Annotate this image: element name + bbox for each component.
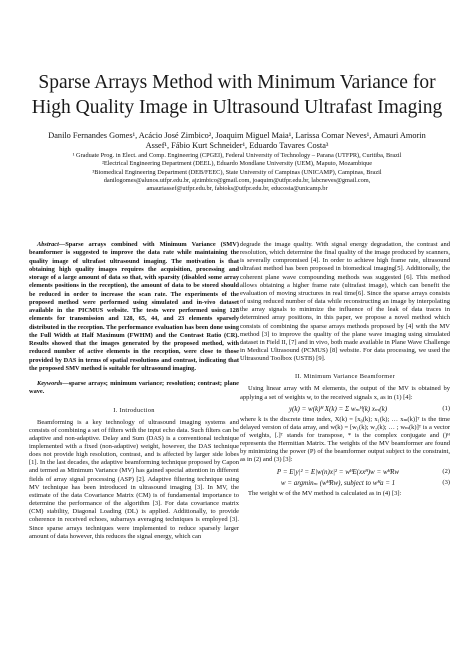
affiliation-line: ²Electrical Engineering Department (DEEL), Eduardo Mondlane University (UEM), Maputo, Mozambique: [101, 160, 373, 168]
left-column: [29, 241, 239, 541]
title-line: High Quality Image in Ultrasound Ultrafast Imaging: [31, 97, 443, 118]
mv-weight-paragraph: The weight w of the MV method is calculated as in (4) [3]:: [248, 489, 402, 497]
equation-1-expression: y(k) = w(k)ᴴ X(k) = Σ wₘᴴ(k) xₘ(k): [288, 404, 388, 413]
author-line: Danilo Fernandes Gomes¹, Acácio José Zimbico², Joaquim Miguel Maia¹, Larissa Comar Neves¹, Amauri Amorin: [48, 131, 426, 140]
equation-1-number: (1): [442, 405, 450, 413]
abstract: [29, 241, 239, 373]
equation-2-number: (2): [442, 468, 450, 476]
abstract-label: Abstract: [37, 241, 59, 248]
email-line: amauriassef@utfpr.edu.br, fabioks@utfpr.edu.br, educosta@unicamp.br: [146, 185, 328, 193]
section-heading-introduction: I. Introduction: [113, 406, 155, 414]
author-line: Assef¹, Fábio Kurt Schneider¹, Eduardo Tavares Costa³: [145, 141, 329, 150]
keywords: [29, 380, 239, 397]
keywords-label: Keywords: [37, 380, 63, 387]
introduction-continued-paragraph: degrade the image quality. With signal energy degradation, the contrast and resolution, which determine the final quality of the image produced by scanners, is severally compromised [4]. In order to achieve high frame rate, ultrasound ultrafast method has been proposed in biomedical imaging[5]. Additionally, the coherent plane wave compounding methods was suggested [6]. This method allows obtaining a higher frame rate (ultrafast image), which can benefit the evaluation of moving structures in real time[6]. Since the sparse arrays consists of using reduced number of data while reconstructing an image by interpolating the array signals to minimize the influence of the leak of data traces in determined array positions, in this paper, we propose a novel method which consists of combining the sparse arrays methods proposed by [4] with the MV method [3] to improve the quality of the plane wave imaging using simulated dataset in Field II, [7] and in vivo, both made available in Plane Wave Challenge in Medical Ultrasound (PCMUS) [8] website. For data processing, we used the Ultrasound Toolbox (USTB) [9].: [240, 241, 450, 363]
equation-2-expression: P = E|y|² = E|w(n)x|² = wᴴE(xxᴴ)w = wᴴRw: [276, 467, 400, 476]
affiliation-line: ³Biomedical Engineering Department (DEB/FEEC), State University of Campinas (UNICAMP), Campinas, Brazil: [92, 168, 382, 176]
abstract-text: —Sparse arrays combined with Minimum Variance (SMV) beamformer is suggested to improve the data rate while maintaining the quality image of ultrafast ultrasound imaging. The motivation is that obtaining high quality images requires the acquisition, processing and storage of a large amount of data so that, with sparsity (disabled some array elements positions in the reception), the amount of data to be stored should be reduced in order to increase the scan rate. The experiments of the proposed method were performed using simulated and in-vivo dataset available in the PICMUS website. The tests were performed using 128 elements for transmission and 128, 65, 44, and 23 elements sparsely distributed in the reception. The performance evaluation has been done using the Full Width at Half Maximum (FWHM) and the Contrast Ratio (CR). Results showed that the images generated by the proposed method, with reduced number of active elements in the reception, were close to those provided by DAS in terms of spatial resolutions and contrast, indicating that the proposed SMV method is suitable for ultrasound imaging.: [29, 241, 239, 372]
email-line: danilogomes@alunos.utfpr.edu.br, ajzimbico@gmail.com, joaquim@utfpr.edu.br, labcneves@gmail.com,: [103, 176, 371, 184]
mv-definitions-paragraph: where k is the discrete time index, X(k) = [x₀(k); x₁(k); … xₘ(k)]ᵀ is the time delayed version of data array, and w(k) = [w₁(k); w₂(k); … ; wₘ(k)]ᵀ is a vector of weights, [.]ᵀ stands for transpose, * is the complex conjugate and ()ᴴ represents the Hermitian Matrix. The weights of the MV beamformer are found by minimizing the power (P) of the beamformer output subject to the constraint, as in (2) and (3) [3]:: [240, 415, 450, 464]
equation-1: [240, 405, 450, 413]
paper-title: [20, 70, 454, 120]
equation-3-number: (3): [442, 479, 450, 487]
section-heading-mv-beamformer: II. Minimum Variance Beamformer: [294, 373, 396, 381]
equation-3-expression: w = argminₘ (wᴴRw), subject to wᴴa = 1: [280, 478, 396, 487]
equation-3: [240, 479, 450, 487]
equation-2: [240, 468, 450, 476]
affiliation-line: ¹ Graduate Prog. in Elect. and Comp. Engineering (CPGEI), Federal University of Technology – Parana (UTFPR), Curitiba, Brazil: [72, 152, 402, 159]
author-list: [14, 131, 460, 151]
title-line: Sparse Arrays Method with Minimum Variance for: [38, 72, 436, 93]
keywords-text: —sparse arrays; minimum variance; resolution; contrast; plane wave.: [29, 380, 239, 396]
mv-paragraph: Using linear array with M elements, the output of the MV is obtained by applying a set of weights w, to the received signals x, as in (1) [4]:: [240, 385, 450, 401]
right-column: [240, 241, 450, 498]
affiliation-list: [14, 152, 460, 193]
introduction-paragraph: Beamforming is a key technology of ultrasound imaging systems and consists of combining a set of filters with the input echo data. Such filters can be adaptive and non-adaptive. Delay and Sum (DAS) is a conventional technique implemented with a fixed (non-adaptive) weight, however, the DAS technique does not provide high resolution, contrast, and is affected by larger side lobes [1]. In the last decades, the adaptive beamforming technique proposed by Capon and termed as Minimum Variance (MV) has gained special attention in different fields of array signal processing (ASP) [2]. Adaptive filtering technique using MV technique has been introduced in ultrasound imaging [3]. In MV, the estimate of the data Covariance Matrix (CM) is of fundamental importance to determine the performance of the algorithm [3]. For data covariance matrix (CM) stability, Diagonal Loading (DL) is applied. Additionally, to provide coherence in received echoes, subarrays averaging techniques is employed [3]. Since sparse arrays techniques were implemented to reduce sparsely larger amount of data however, this reduces the signal energy, which can: [29, 418, 239, 540]
